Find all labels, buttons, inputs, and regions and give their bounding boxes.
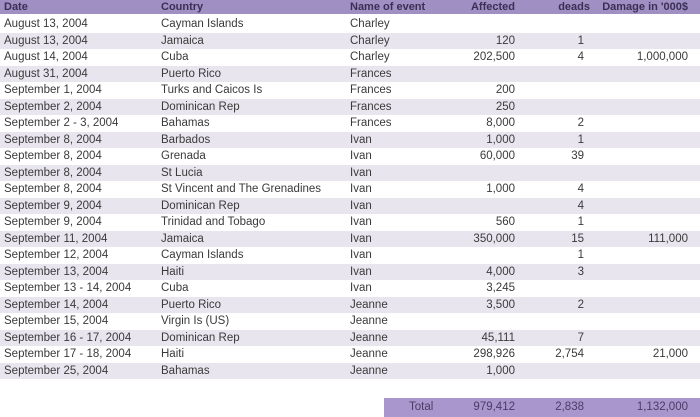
table-row	[0, 363, 700, 380]
cell-country: Puerto Rico	[161, 298, 222, 311]
cell-country: Cayman Islands	[161, 249, 244, 261]
cell-affected: 202,500	[473, 51, 515, 63]
cell-affected: 1,000	[486, 133, 515, 146]
total-affected: 979,412	[473, 401, 515, 413]
cell-deads: 1	[577, 34, 584, 47]
cell-deads: 2	[577, 298, 584, 311]
cell-affected: 8,000	[486, 117, 515, 129]
cell-deads: 1	[577, 249, 584, 261]
cell-affected: 45,111	[481, 331, 515, 344]
cell-affected: 250	[495, 100, 515, 113]
cell-country: Cuba	[161, 282, 189, 294]
cell-date: September 13 - 14, 2004	[4, 282, 132, 294]
cell-event: Charley	[350, 18, 390, 30]
table-body	[0, 16, 700, 379]
cell-damage: 21,000	[652, 348, 688, 360]
cell-date: August 13, 2004	[4, 34, 88, 47]
cell-deads: 1	[577, 133, 584, 146]
cell-event: Frances	[350, 67, 392, 80]
table-row	[0, 231, 700, 248]
cell-affected: 120	[495, 34, 515, 47]
table-row	[0, 165, 700, 182]
cell-country: Trinidad and Tobago	[161, 216, 266, 228]
table-row	[0, 82, 700, 99]
table-row	[0, 99, 700, 116]
cell-date: September 15, 2004	[4, 315, 109, 327]
header-country: Country	[161, 1, 204, 13]
cell-country: Jamaica	[161, 34, 204, 47]
cell-date: September 14, 2004	[4, 298, 109, 311]
cell-affected: 200	[495, 84, 515, 96]
table-row	[0, 115, 700, 132]
cell-affected: 3,245	[486, 282, 515, 294]
cell-event: Charley	[350, 34, 390, 47]
cell-date: September 9, 2004	[4, 216, 102, 228]
table-row	[0, 297, 700, 314]
table-row	[0, 313, 700, 330]
table-row	[0, 346, 700, 363]
cell-deads: 2,754	[555, 348, 584, 360]
cell-country: St Lucia	[161, 166, 203, 179]
table-row	[0, 132, 700, 149]
cell-event: Ivan	[350, 166, 372, 179]
cell-date: September 12, 2004	[4, 249, 109, 261]
cell-event: Frances	[350, 100, 392, 113]
cell-date: September 8, 2004	[4, 166, 102, 179]
cell-event: Ivan	[350, 150, 372, 162]
cell-damage: 111,000	[648, 232, 688, 245]
cell-deads: 4	[577, 51, 584, 63]
table-row	[0, 264, 700, 281]
table-header	[0, 0, 700, 14]
cell-deads: 4	[577, 183, 584, 195]
cell-affected: 4,000	[486, 265, 515, 278]
cell-event: Ivan	[350, 183, 372, 195]
cell-country: Cayman Islands	[161, 18, 244, 30]
cell-affected: 350,000	[473, 232, 515, 245]
cell-date: September 16 - 17, 2004	[4, 331, 132, 344]
cell-event: Ivan	[350, 216, 372, 228]
cell-country: Haiti	[161, 265, 185, 278]
table-row	[0, 148, 700, 165]
cell-country: Grenada	[161, 150, 206, 162]
cell-affected: 298,926	[473, 348, 515, 360]
cell-country: Turks and Caicos Is	[161, 84, 263, 96]
header-event: Name of event	[350, 1, 426, 13]
cell-date: September 13, 2004	[4, 265, 109, 278]
cell-damage: 1,000,000	[636, 51, 688, 63]
header-deads: deads	[558, 1, 590, 13]
header-damage: Damage in '000$	[602, 1, 688, 13]
table-row	[0, 181, 700, 198]
total-row	[384, 398, 700, 417]
cell-country: Virgin Is (US)	[161, 315, 230, 327]
cell-event: Jeanne	[350, 315, 388, 327]
cell-country: Haiti	[161, 348, 185, 360]
cell-country: Cuba	[161, 51, 189, 63]
cell-date: August 31, 2004	[4, 67, 88, 80]
header-date: Date	[4, 1, 28, 13]
cell-event: Ivan	[350, 199, 372, 212]
total-deads: 2,838	[555, 401, 584, 413]
cell-date: September 2 - 3, 2004	[4, 117, 119, 129]
cell-deads: 7	[577, 331, 584, 344]
cell-date: September 8, 2004	[4, 150, 102, 162]
table-row	[0, 280, 700, 297]
cell-date: August 14, 2004	[4, 51, 88, 63]
cell-event: Ivan	[350, 232, 372, 245]
cell-event: Ivan	[350, 249, 372, 261]
cell-country: St Vincent and The Grenadines	[161, 183, 322, 195]
cell-deads: 3	[577, 265, 584, 278]
cell-affected: 60,000	[479, 150, 515, 162]
table-row	[0, 198, 700, 215]
cell-event: Jeanne	[350, 298, 388, 311]
table-row	[0, 49, 700, 66]
cell-deads: 2	[577, 117, 584, 129]
cell-country: Dominican Rep	[161, 199, 240, 212]
cell-country: Dominican Rep	[161, 331, 240, 344]
cell-deads: 15	[571, 232, 584, 245]
cell-event: Jeanne	[350, 364, 388, 377]
cell-event: Frances	[350, 84, 392, 96]
total-damage: 1,132,000	[636, 401, 688, 413]
cell-event: Jeanne	[350, 331, 388, 344]
cell-affected: 560	[495, 216, 515, 228]
cell-country: Bahamas	[161, 364, 210, 377]
cell-deads: 39	[571, 150, 584, 162]
table-row	[0, 330, 700, 347]
table-row	[0, 33, 700, 50]
cell-date: September 9, 2004	[4, 199, 102, 212]
cell-event: Frances	[350, 117, 392, 129]
cell-event: Charley	[350, 51, 390, 63]
cell-date: September 1, 2004	[4, 84, 102, 96]
cell-affected: 3,500	[486, 298, 515, 311]
cell-deads: 1	[577, 216, 584, 228]
table-row	[0, 247, 700, 264]
cell-date: September 8, 2004	[4, 183, 102, 195]
cell-event: Ivan	[350, 282, 372, 294]
cell-country: Jamaica	[161, 232, 204, 245]
cell-event: Jeanne	[350, 348, 388, 360]
cell-country: Dominican Rep	[161, 100, 240, 113]
cell-date: September 11, 2004	[4, 232, 108, 245]
cell-affected: 1,000	[486, 183, 515, 195]
total-label: Total	[409, 401, 434, 413]
cell-event: Ivan	[350, 265, 372, 278]
cell-event: Ivan	[350, 133, 372, 146]
cell-date: August 13, 2004	[4, 18, 88, 30]
cell-date: September 2, 2004	[4, 100, 102, 113]
cell-country: Barbados	[161, 133, 211, 146]
table-row	[0, 66, 700, 83]
header-affected: Affected	[470, 1, 515, 13]
cell-country: Puerto Rico	[161, 67, 222, 80]
cell-affected: 1,000	[486, 364, 515, 377]
cell-deads: 4	[577, 199, 584, 212]
table-row	[0, 16, 700, 33]
cell-date: September 17 - 18, 2004	[4, 348, 132, 360]
table-row	[0, 214, 700, 231]
cell-date: September 8, 2004	[4, 133, 102, 146]
cell-country: Bahamas	[161, 117, 210, 129]
cell-date: September 25, 2004	[4, 364, 109, 377]
